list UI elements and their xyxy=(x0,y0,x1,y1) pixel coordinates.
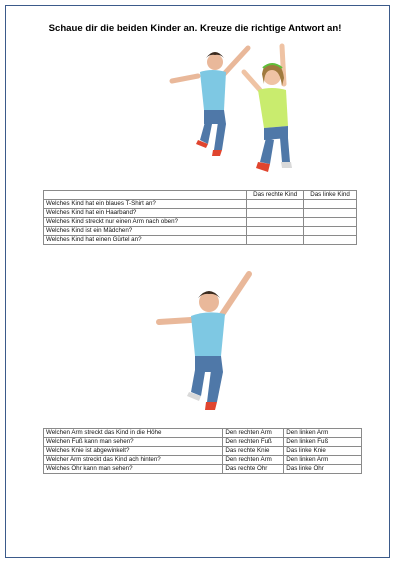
question-cell: Welches Kind hat einen Gürtel an? xyxy=(44,236,247,245)
question-table-one-child xyxy=(43,428,362,474)
table-row xyxy=(44,438,362,447)
photo-boy-jumping xyxy=(155,268,255,418)
answer-cell-right[interactable] xyxy=(247,218,304,227)
option-cell[interactable]: Den rechten Arm xyxy=(223,456,284,465)
answer-cell-left[interactable] xyxy=(304,209,357,218)
header-blank xyxy=(44,191,247,200)
question-cell: Welches Ohr kann man sehen? xyxy=(44,465,223,474)
option-cell[interactable]: Den linken Fuß xyxy=(284,438,362,447)
question-cell: Welches Kind streckt nur einen Arm nach oben? xyxy=(44,218,247,227)
answer-cell-right[interactable] xyxy=(247,209,304,218)
option-cell[interactable]: Den linken Arm xyxy=(284,456,362,465)
table-row xyxy=(44,429,362,438)
answer-cell-left[interactable] xyxy=(304,218,357,227)
table-row xyxy=(44,218,357,227)
option-cell[interactable]: Das linke Knie xyxy=(284,447,362,456)
header-left-child: Das linke Kind xyxy=(304,191,357,200)
table-header-row xyxy=(44,191,357,200)
option-cell[interactable]: Den rechten Arm xyxy=(223,429,284,438)
answer-cell-right[interactable] xyxy=(247,200,304,209)
girl-figure xyxy=(244,46,292,172)
table-row xyxy=(44,456,362,465)
table-row xyxy=(44,227,357,236)
boy-figure xyxy=(172,48,248,156)
header-right-child: Das rechte Kind xyxy=(247,191,304,200)
option-cell[interactable]: Das rechte Ohr xyxy=(223,465,284,474)
question-table-two-children xyxy=(43,190,357,245)
question-cell: Welches Knie ist abgewinkelt? xyxy=(44,447,223,456)
table-row xyxy=(44,236,357,245)
option-cell[interactable]: Den linken Arm xyxy=(284,429,362,438)
option-cell[interactable]: Das linke Ohr xyxy=(284,465,362,474)
boy-figure-large xyxy=(159,274,249,410)
answer-cell-left[interactable] xyxy=(304,200,357,209)
question-cell: Welchen Arm streckt das Kind in die Höhe xyxy=(44,429,223,438)
answer-cell-left[interactable] xyxy=(304,236,357,245)
answer-cell-right[interactable] xyxy=(247,227,304,236)
question-cell: Welchen Fuß kann man sehen? xyxy=(44,438,223,447)
option-cell[interactable]: Das rechte Knie xyxy=(223,447,284,456)
worksheet-title: Schaue dir die beiden Kinder an. Kreuze die richtige Antwort an! xyxy=(48,23,342,34)
table-row xyxy=(44,465,362,474)
option-cell[interactable]: Den rechten Fuß xyxy=(223,438,284,447)
table-row xyxy=(44,200,357,209)
answer-cell-left[interactable] xyxy=(304,227,357,236)
table-row xyxy=(44,209,357,218)
answer-cell-right[interactable] xyxy=(247,236,304,245)
photo-two-children-jumping xyxy=(160,40,320,180)
table-row xyxy=(44,447,362,456)
question-cell: Welcher Arm streckt das Kind ach hinten? xyxy=(44,456,223,465)
question-cell: Welches Kind ist ein Mädchen? xyxy=(44,227,247,236)
question-cell: Welches Kind hat ein Haarband? xyxy=(44,209,247,218)
question-cell: Welches Kind hat ein blaues T-Shirt an? xyxy=(44,200,247,209)
